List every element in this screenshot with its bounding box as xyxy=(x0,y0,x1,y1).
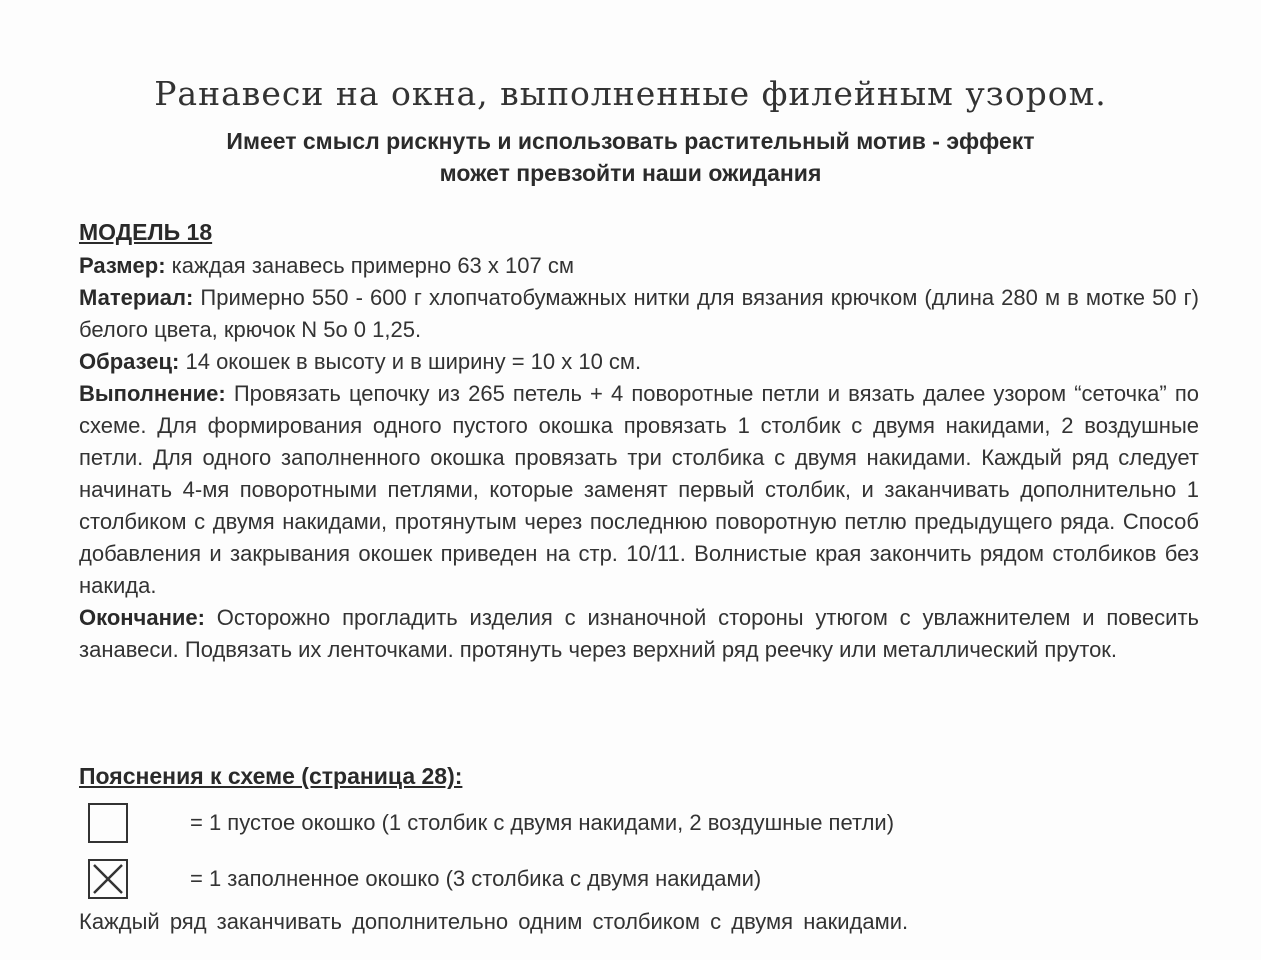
execution-label: Выполнение: xyxy=(79,381,226,406)
model-description xyxy=(79,216,1199,666)
finishing-text: Осторожно прогладить изделия с изнаночной стороны утюгом с увлажнителем и повесить занавеси. Подвязать их ленточками. протянуть через верхний ряд реечку или металлический пруток. xyxy=(79,605,1199,662)
filled-cell-icon xyxy=(88,859,128,899)
size-text: каждая занавесь примерно 63 х 107 см xyxy=(165,253,574,278)
sample-paragraph xyxy=(79,346,1199,378)
size-label: Размер: xyxy=(79,253,166,278)
legend-row-empty xyxy=(88,803,894,843)
legend-heading: Пояснения к схеме (страница 28): xyxy=(79,763,463,789)
empty-cell-icon xyxy=(88,803,128,843)
sample-text: 14 окошек в высоту и в ширину = 10 х 10 см. xyxy=(179,349,642,374)
subtitle-line-2: может превзойти наши ожидания xyxy=(439,160,822,186)
finishing-label: Окончание: xyxy=(79,605,205,630)
execution-text: Провязать цепочку из 265 петель + 4 поворотные петли и вязать далее узором “сеточка” по схеме. Для формирования одного пустого окошка провязать 1 столбик с двумя накидами, 2 воздушные петли. Для одного заполненного окошка провязать три столбика с двумя накидами. Каждый ряд следует начинать 4-мя поворотными петлями, которые заменят первый столбик, и заканчивать дополнительно 1 столбиком с двумя накидами, протянутым через последнюю поворотную петлю предыдущего ряда. Способ добавления и закрывания окошек приведен на стр. 10/11. Волнистые края закончить рядом столбиков без накида. xyxy=(79,381,1199,598)
page-title: Ранавеси на окна, выполненные филейным узором. xyxy=(154,74,1107,113)
sample-label: Образец: xyxy=(79,349,180,374)
model-heading: МОДЕЛЬ 18 xyxy=(79,219,213,245)
page-subtitle xyxy=(0,125,1261,189)
subtitle-line-1: Имеет смысл рискнуть и использовать растительный мотив - эффект xyxy=(226,128,1035,154)
legend-empty-text: = 1 пустое окошко (1 столбик с двумя накидами, 2 воздушные петли) xyxy=(190,810,895,835)
legend-row-filled xyxy=(88,859,761,899)
finishing-paragraph xyxy=(79,602,1199,666)
legend-filled-text: = 1 заполненное окошко (3 столбика с двумя накидами) xyxy=(190,866,762,891)
material-text: Примерно 550 - 600 г хлопчатобумажных нитки для вязания крючком (длина 280 м в мотке 50 г) белого цвета, крючок N 5о 0 1,25. xyxy=(79,285,1199,342)
size-paragraph xyxy=(79,250,1199,282)
material-paragraph xyxy=(79,282,1199,346)
material-label: Материал: xyxy=(79,285,194,310)
legend-note: Каждый ряд заканчивать дополнительно одним столбиком с двумя накидами. xyxy=(79,909,909,934)
execution-paragraph xyxy=(79,378,1199,602)
